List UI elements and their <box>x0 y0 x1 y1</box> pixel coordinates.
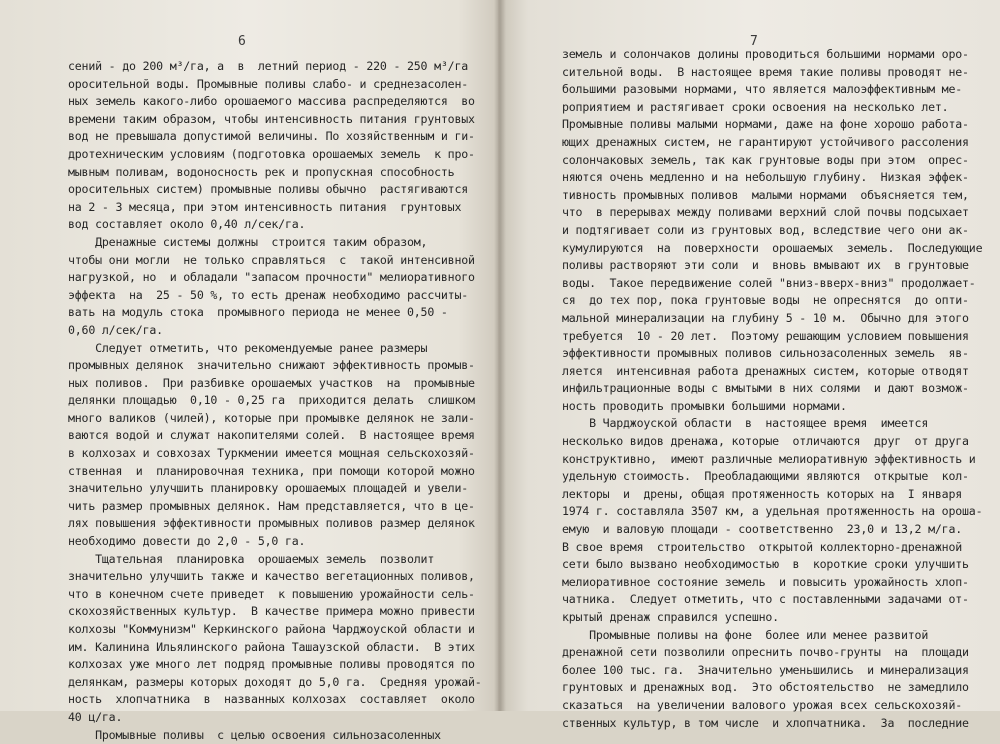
text-line: грунтовых и дренажных вод. Это обстоятельство не замедлило <box>562 680 969 695</box>
text-line: поливы растворяют эти соли и вновь вмывают их в грунтовые <box>562 258 969 273</box>
text-line: вать на модуль стока промывного периода не менее 0,50 - <box>68 305 448 320</box>
text-line: ных поливов. При разбивке орошаемых участков на промывные <box>68 375 475 390</box>
text-line: скохозяйственных культур. В качестве примера можно привести <box>68 604 475 619</box>
text-line: что в конечном счете приведет к повышению урожайности сель- <box>68 586 475 601</box>
text-line: на 2 - 3 месяца, при этом интенсивность питания грунтовых <box>68 199 462 214</box>
text-line: колхозы "Коммунизм" Керкинского района Чарджоуской области и <box>68 622 475 636</box>
text-line: няются очень медленно и на небольшую глубину. Низкая эффек- <box>562 170 969 185</box>
text-line: делянкам, размеры которых доходят до 5,0 га. Средняя урожай- <box>68 674 482 689</box>
right-page <box>498 0 1000 730</box>
text-line: ственная и планировочная техника, при помощи которой можно <box>68 463 475 478</box>
text-line: земель и солончаков долины проводиться большими нормами оро- <box>562 47 969 61</box>
text-line: несколько видов дренажа, которые отличаются друг от друга <box>562 434 969 449</box>
text-line: В Чарджоуской области в настоящее время имеется <box>562 416 929 431</box>
text-line: крытый дренаж справился успешно. <box>562 610 779 624</box>
page-body-text <box>562 46 982 732</box>
text-line: им. Калинина Ильялинского района Ташаузской области. В этих <box>68 639 475 654</box>
text-line: что в перерывах между поливами верхний слой почвы подсыхает <box>562 205 969 220</box>
text-line: в колхозах и совхозах Туркмении имеется мощная сельскохозяй- <box>68 446 475 461</box>
text-line: и подтягивает соли из грунтовых вод, вследствие чего они ак- <box>562 222 969 237</box>
text-line: эффективности промывных поливов сильнозасоленных земель яв- <box>562 346 969 361</box>
text-line: ся до тех пор, пока грунтовые воды не опреснятся до опти- <box>562 293 969 308</box>
text-line: 0,60 л/сек/га. <box>68 322 163 337</box>
text-line: сети было вызвано необходимостью в короткие сроки улучшить <box>562 557 969 572</box>
text-line: ность проводить промывки большими нормами. <box>562 398 847 413</box>
text-line: Следует отметить, что рекомендуемые ранее размеры <box>68 340 428 355</box>
text-line: ющих дренажных систем, не гарантируют устойчивого рассоления <box>562 134 969 149</box>
text-line: Тщательная планировка орошаемых земель позволит <box>68 551 435 566</box>
text-line: конструктивно, имеют различные мелиоративную эффективность и <box>562 451 976 466</box>
book-gutter <box>494 0 506 711</box>
text-line: Дренажные системы должны строится таким образом, <box>68 234 428 249</box>
text-line: Промывные поливы малыми нормами, даже на фоне хорошо работа- <box>562 117 969 132</box>
text-line: удельную стоимость. Преобладающими являются открытые кол- <box>562 469 969 484</box>
text-line: чить размер промывных делянок. Нам представляется, что в це- <box>68 498 475 513</box>
text-line: мальной минерализации на глубину 5 - 10 м. Обычно для этого <box>562 310 969 325</box>
text-line: вод не превышала допустимой величины. По хозяйственным и ги- <box>68 129 475 144</box>
text-line: значительно улучшить также и качество вегетационных поливов, <box>68 569 475 584</box>
text-line: ляется интенсивная работа дренажных систем, которые отводят <box>562 363 969 378</box>
text-line: оросительной воды. Промывные поливы слабо- и среднезасолен- <box>68 76 469 91</box>
text-line: вод составляет около 0,40 л/сек/га. <box>68 217 306 232</box>
text-line: мелиоративное состояние земель и повысить урожайность хлоп- <box>562 574 969 589</box>
text-line: значительно улучшить планировку орошаемых площадей и увели- <box>68 481 469 496</box>
text-line: мывным поливам, водоносность рек и пропускная способность <box>68 164 455 179</box>
text-line: лях повышения эффективности промывных поливов размер делянок <box>68 516 475 531</box>
text-line: оросительных систем) промывные поливы обычно растягиваются <box>68 182 469 197</box>
text-line: кумулируются на поверхности орошаемых земель. Последующие <box>562 240 983 255</box>
text-line: 1974 г. составляла 3507 км, а удельная протяженность на ороша- <box>562 504 983 519</box>
text-line: солончаковых земель, так как грунтовые воды при этом опрес- <box>562 152 969 167</box>
text-line: Промывные поливы на фоне более или менее развитой <box>562 627 929 642</box>
page-body-text <box>68 58 482 744</box>
text-line: ваются водой и служат накопителями солей. В настоящее время <box>68 428 475 443</box>
text-line: сказаться на увеличении валового урожая всех сельскохозяй- <box>562 697 963 712</box>
text-line: дренажной сети позволили опреснить почво-грунты на площади <box>562 645 969 660</box>
text-line: роприятием и растягивает сроки освоения на несколько лет. <box>562 99 949 114</box>
text-line: 40 ц/га. <box>68 709 123 724</box>
text-line: ных земель какого-либо орошаемого массива распределяются во <box>68 94 475 109</box>
text-line: времени таким образом, чтобы интенсивность питания грунтовых <box>68 111 475 126</box>
text-line: более 100 тыс. га. Значительно уменьшились и минерализация <box>562 662 969 677</box>
text-line: Промывные поливы с целью освоения сильнозасоленных <box>68 727 441 742</box>
text-line: промывных делянок значительно снижают эффективность промыв- <box>68 358 475 373</box>
text-line: дротехническим условиям (подготовка орошаемых земель к про- <box>68 146 475 161</box>
text-line: эффекта на 25 - 50 %, то есть дренаж необходимо рассчиты- <box>68 287 469 302</box>
text-line: В свое время строительство открытой коллекторно-дренажной <box>562 539 963 554</box>
text-line: нагрузкой, но и обладали "запасом прочности" мелиоративного <box>68 270 475 285</box>
text-line: ность хлопчатника в названных колхозах составляет около <box>68 692 475 707</box>
text-line: сительной воды. В настоящее время такие поливы проводят не- <box>562 64 969 79</box>
page-number: 6 <box>238 34 246 49</box>
text-line: много валиков (чилей), которые при промывке делянок не зали- <box>68 410 475 425</box>
text-line: емую и валовую площади - соответственно 23,0 и 13,2 м/га. <box>562 522 963 537</box>
text-line: колхозах уже много лет подряд промывные поливы проводятся по <box>68 657 475 672</box>
text-line: необходимо довести до 2,0 - 5,0 га. <box>68 534 306 549</box>
left-page <box>0 0 498 742</box>
text-line: тивность промывных поливов малыми нормами объясняется тем, <box>562 187 969 202</box>
text-line: делянки площадью 0,10 - 0,25 га приходится делать слишком <box>68 393 475 408</box>
text-line: требуется 10 - 20 лет. Поэтому решающим условием повышения <box>562 328 969 343</box>
text-line: сений - до 200 м³/га, а в летний период - 220 - 250 м³/га <box>68 59 469 73</box>
page-number: 7 <box>750 34 758 49</box>
text-line: чтобы они могли не только справляться с такой интенсивной <box>68 252 475 267</box>
text-line: большими разовыми нормами, что является малоэффективным ме- <box>562 82 963 97</box>
text-line: ственных культур, в том числе и хлопчатника. За последние <box>562 715 969 730</box>
text-line: воды. Такое передвижение солей "вниз-вверх-вниз" продолжает- <box>562 275 976 290</box>
text-line: чатника. Следует отметить, что с поставленными задачами от- <box>562 592 969 607</box>
text-line: инфильтрационные воды с вмытыми в них солями и дают возмож- <box>562 381 969 396</box>
text-line: лекторы и дрены, общая протяженность которых на I января <box>562 486 963 501</box>
